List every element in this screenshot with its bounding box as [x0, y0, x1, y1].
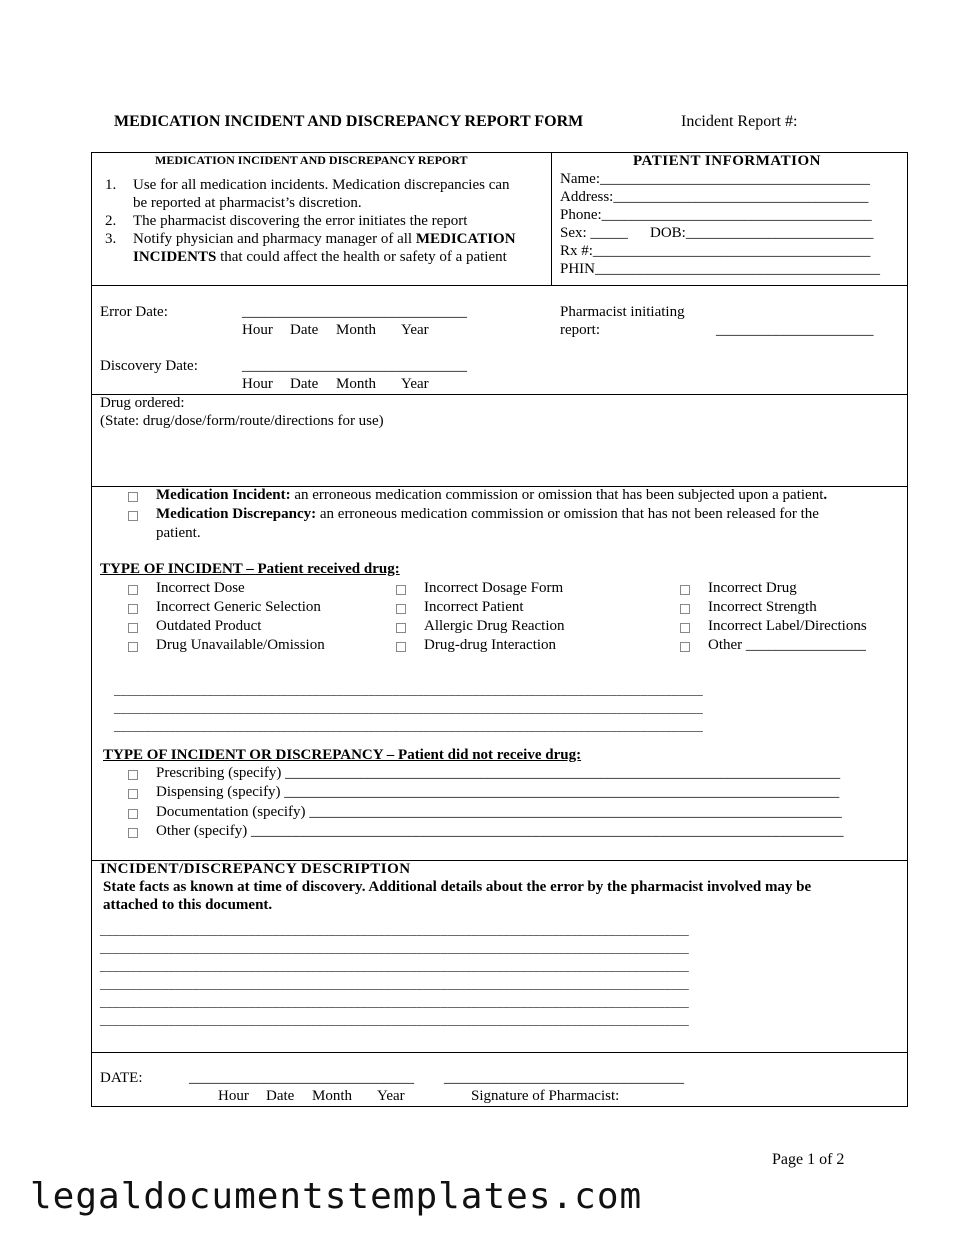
medication-discrepancy-definition-cont: patient. — [156, 525, 201, 541]
checkbox[interactable] — [396, 585, 406, 595]
description-line[interactable]: _______________________________________________________________________________________________ — [100, 1013, 689, 1027]
month-label: Month — [336, 376, 377, 392]
checkbox[interactable] — [680, 642, 690, 652]
item-number: 3. — [105, 231, 117, 247]
checkbox[interactable] — [128, 604, 138, 614]
definition-period: . — [823, 487, 828, 503]
medication-discrepancy-checkbox[interactable] — [128, 511, 138, 521]
signature-label: Signature of Pharmacist: — [471, 1088, 620, 1104]
year-label: Year — [377, 1088, 405, 1104]
option-label: Drug-drug Interaction — [424, 637, 557, 653]
definition-text: an erroneous medication commission or omission that has not been released for the — [316, 506, 819, 522]
instruction-3-text: that could affect the health or safety of a patient — [216, 249, 507, 265]
checkbox[interactable] — [396, 642, 406, 652]
discovery-date-label: Discovery Date: — [100, 358, 198, 374]
option-label: Incorrect Label/Directions — [708, 618, 867, 634]
checkbox[interactable] — [128, 809, 138, 819]
option-label: Incorrect Strength — [708, 599, 817, 615]
definition-text: an erroneous medication commission or omission that has been subjected upon a patient — [290, 487, 824, 503]
hour-label: Hour — [218, 1088, 249, 1104]
date-label: Date — [290, 322, 319, 338]
pharmacist-initiating-label-cont: report: — [560, 322, 600, 338]
signature-date-label: DATE: — [100, 1070, 143, 1086]
details-line[interactable]: _______________________________________________________________________________________________ — [114, 683, 703, 697]
checkbox[interactable] — [128, 585, 138, 595]
description-title: INCIDENT/DISCREPANCY DESCRIPTION — [100, 861, 411, 877]
drug-ordered-label: Drug ordered: — [100, 395, 185, 411]
option-label: Incorrect Dose — [156, 580, 245, 596]
instruction-1-cont: be reported at pharmacist’s discretion. — [133, 195, 362, 211]
checkbox[interactable] — [680, 623, 690, 633]
patient-address-field[interactable]: Address:__________________________________ — [560, 189, 869, 205]
signature-field[interactable]: ________________________________ — [444, 1070, 684, 1086]
instruction-3-text: Notify physician and pharmacy manager of all — [133, 231, 416, 247]
checkbox[interactable] — [128, 789, 138, 799]
page-number: Page 1 of 2 — [772, 1151, 845, 1168]
not-received-title: TYPE OF INCIDENT OR DISCREPANCY – Patient did not receive drug: — [103, 747, 582, 763]
description-instructions: State facts as known at time of discovery. Additional details about the error by the pharmacist involved may be — [103, 879, 812, 895]
description-line[interactable]: _______________________________________________________________________________________________ — [100, 995, 689, 1009]
medication-incident-definition — [156, 487, 827, 504]
checkbox[interactable] — [128, 770, 138, 780]
error-date-label: Error Date: — [100, 304, 168, 320]
patient-info-title: PATIENT INFORMATION — [633, 153, 821, 169]
description-line[interactable]: _______________________________________________________________________________________________ — [100, 959, 689, 973]
error-date-field[interactable]: ______________________________ — [242, 304, 467, 320]
received-drug-title: TYPE OF INCIDENT – Patient received drug: — [100, 561, 400, 577]
dispensing-field[interactable]: Dispensing (specify) __________________________________________________________________________ — [156, 784, 840, 800]
documentation-field[interactable]: Documentation (specify) _______________________________________________________________________ — [156, 804, 842, 820]
checkbox[interactable] — [128, 828, 138, 838]
option-label: Other ________________ — [708, 637, 866, 653]
option-label: Outdated Product — [156, 618, 262, 634]
instruction-3-emphasis: INCIDENTS — [133, 249, 217, 265]
pharmacist-initiating-label: Pharmacist initiating — [560, 304, 685, 320]
month-label: Month — [336, 322, 377, 338]
instruction-3-cont — [133, 249, 507, 266]
discovery-date-field[interactable]: ______________________________ — [242, 358, 467, 374]
checkbox[interactable] — [128, 642, 138, 652]
year-label: Year — [401, 376, 429, 392]
instruction-3-emphasis: MEDICATION — [415, 231, 516, 247]
date-label: Date — [290, 376, 319, 392]
incident-report-number-label: Incident Report #: — [681, 113, 798, 130]
prescribing-field[interactable]: Prescribing (specify) __________________________________________________________________________ — [156, 765, 841, 781]
description-line[interactable]: _______________________________________________________________________________________________ — [100, 977, 689, 991]
instruction-2: The pharmacist discovering the error initiates the report — [133, 213, 468, 229]
checkbox[interactable] — [128, 623, 138, 633]
medication-incident-checkbox[interactable] — [128, 492, 138, 502]
option-label: Incorrect Generic Selection — [156, 599, 321, 615]
other-field[interactable]: Other (specify) _______________________________________________________________________________ — [156, 823, 844, 839]
hour-label: Hour — [242, 322, 273, 338]
checkbox[interactable] — [396, 623, 406, 633]
option-label: Incorrect Patient — [424, 599, 524, 615]
patient-dob-field[interactable]: DOB:_________________________ — [650, 225, 874, 241]
pharmacist-initiating-field[interactable]: _____________________ — [716, 322, 874, 338]
checkbox[interactable] — [680, 604, 690, 614]
item-number: 2. — [105, 213, 117, 229]
option-label: Allergic Drug Reaction — [424, 618, 565, 634]
drug-ordered-hint: (State: drug/dose/form/route/directions for use) — [100, 413, 384, 429]
year-label: Year — [401, 322, 429, 338]
signature-date-field[interactable]: ______________________________ — [189, 1070, 414, 1086]
hour-label: Hour — [242, 376, 273, 392]
checkbox[interactable] — [680, 585, 690, 595]
medication-discrepancy-definition — [156, 506, 819, 523]
option-label: Drug Unavailable/Omission — [156, 637, 325, 653]
details-line[interactable]: _______________________________________________________________________________________________ — [114, 719, 703, 733]
instruction-3 — [133, 231, 516, 248]
patient-sex-field[interactable]: Sex: _____ — [560, 225, 628, 241]
date-label: Date — [266, 1088, 295, 1104]
details-line[interactable]: _______________________________________________________________________________________________ — [114, 701, 703, 715]
description-line[interactable]: _______________________________________________________________________________________________ — [100, 941, 689, 955]
watermark: legaldocumentstemplates.com — [30, 1176, 643, 1217]
description-line[interactable]: _______________________________________________________________________________________________ — [100, 923, 689, 937]
checkbox[interactable] — [396, 604, 406, 614]
patient-rx-field[interactable]: Rx #:_____________________________________ — [560, 243, 871, 259]
option-label: Incorrect Drug — [708, 580, 797, 596]
description-instructions-cont: attached to this document. — [103, 897, 273, 913]
form-title: MEDICATION INCIDENT AND DISCREPANCY REPORT FORM — [114, 113, 584, 130]
patient-phin-field[interactable]: PHIN______________________________________ — [560, 261, 881, 277]
option-label: Incorrect Dosage Form — [424, 580, 564, 596]
month-label: Month — [312, 1088, 353, 1104]
instructions-title: MEDICATION INCIDENT AND DISCREPANCY REPORT — [155, 153, 468, 167]
definition-term: Medication Incident: — [156, 487, 291, 503]
instruction-1: Use for all medication incidents. Medication discrepancies can — [133, 177, 510, 193]
patient-phone-field[interactable]: Phone:____________________________________ — [560, 207, 872, 223]
definition-term: Medication Discrepancy: — [156, 506, 317, 522]
patient-name-field[interactable]: Name:____________________________________ — [560, 171, 870, 187]
item-number: 1. — [105, 177, 117, 193]
